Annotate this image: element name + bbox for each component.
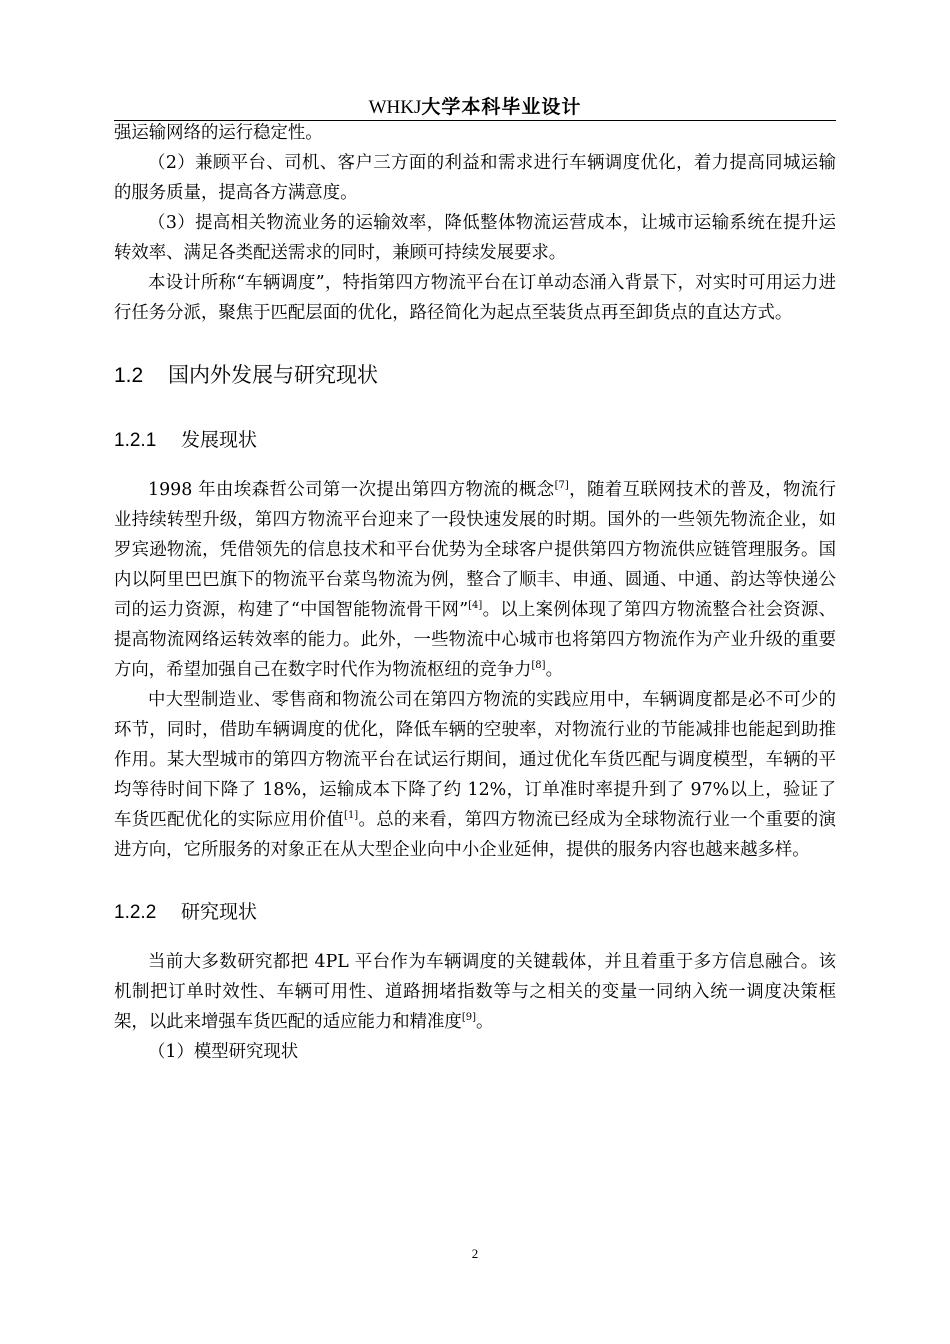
section-number: 1.2 xyxy=(114,364,144,387)
section-heading-1-2 xyxy=(114,360,836,390)
citation: [4] xyxy=(468,600,483,612)
section-title: 国内外发展与研究现状 xyxy=(168,363,378,387)
text-run: ，随着互联网技术的普及，物流行业持续转型升级，第四方物流平台迎来了一段快速发展的时期。国外的一些领先物流企业，如罗宾逊物流，凭借领先的信息技术和平台优势为全球客户提供第四方物流供应链管理服务。国内以阿里巴巴旗下的物流平台菜鸟物流为例，整合了顺丰、申通、圆通、中通、韵达等快递公司的运力资源，构建了“中国智能物流骨干网” xyxy=(114,480,836,620)
paragraph-stability: 强运输网络的运行稳定性。 xyxy=(114,123,323,143)
text-run: 中大型制造业、零售商和物流公司在第四方物流的实践应用中，车辆调度都是必不可少的环节，同时，借助车辆调度的优化，降低车辆的空驶率，对物流行业的节能减排也能起到助推作用。某大型城市的第四方物流平台在试运行期间，通过优化车货匹配与调度模型，车辆的平均等待时间下降了 18%，运输成本下降了约 12%，订单准时率提升到了 97%以上，验证了车货匹配优化的实际应用价值 xyxy=(114,690,836,830)
citation: [8] xyxy=(531,660,546,672)
text-run: 。 xyxy=(476,1012,494,1032)
section-title: 发展现状 xyxy=(181,429,258,451)
section-heading-1-2-1 xyxy=(114,425,836,455)
citation: [1] xyxy=(344,810,359,822)
paragraph-goal-2: （2）兼顾平台、司机、客户三方面的利益和需求进行车辆调度优化，着力提高同城运输的服务质量，提高各方满意度。 xyxy=(114,153,836,203)
paragraph-development-1 xyxy=(114,475,836,685)
header-title: 大学本科毕业设计 xyxy=(421,96,582,118)
paragraph-development-2 xyxy=(114,685,836,865)
paragraph-research-1 xyxy=(114,947,836,1037)
text-run: 当前大多数研究都把 4PL 平台作为车辆调度的关键载体，并且着重于多方信息融合。该机制把订单时效性、车辆可用性、道路拥堵指数等与之相关的变量一同纳入统一调度决策框架，以此来增强车货匹配的适应能力和精准度 xyxy=(114,952,836,1032)
page-header xyxy=(114,94,836,121)
text-run: 。总的来看，第四方物流已经成为全球物流行业一个重要的演进方向，它所服务的对象正在从大型企业向中小企业延伸，提供的服务内容也越来越多样。 xyxy=(114,810,836,860)
section-heading-1-2-2 xyxy=(114,897,836,927)
paragraph-definition: 本设计所称“车辆调度”，特指第四方物流平台在订单动态涌入背景下，对实时可用运力进行任务分派，聚焦于匹配层面的优化，路径简化为起点至装货点再至卸货点的直达方式。 xyxy=(114,273,836,323)
section-title: 研究现状 xyxy=(181,901,258,923)
section-number: 1.2.2 xyxy=(114,902,157,923)
text-run: 。 xyxy=(545,660,563,680)
citation: [9] xyxy=(461,1012,476,1024)
section-number: 1.2.1 xyxy=(114,430,157,451)
citation: [7] xyxy=(554,480,569,492)
paragraph-goal-3: （3）提高相关物流业务的运输效率，降低整体物流运营成本，让城市运输系统在提升运转效率、满足各类配送需求的同时，兼顾可持续发展要求。 xyxy=(114,213,836,263)
page-number: 2 xyxy=(471,1246,479,1261)
text-run: 1998 年由埃森哲公司第一次提出第四方物流的概念 xyxy=(148,480,555,500)
text-run: 。以上案例体现了第四方物流整合社会资源、提高物流网络运转效率的能力。此外，一些物流中心城市也将第四方物流作为产业升级的重要方向，希望加强自己在数字时代作为物流枢纽的竞争力 xyxy=(114,600,836,680)
paragraph-model-status: （1）模型研究现状 xyxy=(148,1042,299,1062)
header-school-name: WHKJ xyxy=(368,97,422,118)
spacer xyxy=(114,927,836,947)
page-content xyxy=(114,118,836,1067)
spacer xyxy=(114,455,836,475)
